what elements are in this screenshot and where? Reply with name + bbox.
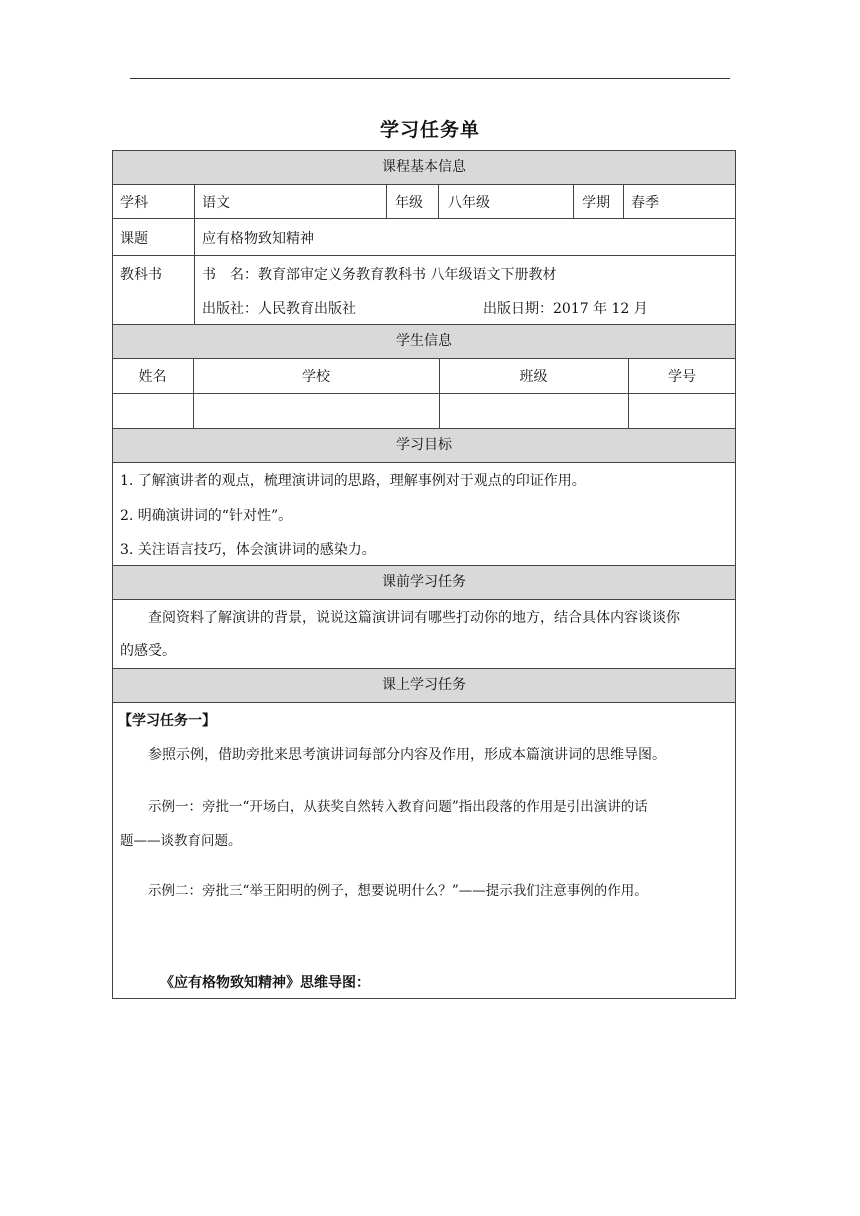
section-student-info: 学生信息 (112, 324, 736, 358)
rule (112, 218, 736, 219)
section-course-info: 课程基本信息 (112, 150, 736, 184)
rule (112, 150, 736, 151)
textbook-pub-date: 出版日期：2017 年 12 月 (483, 301, 648, 317)
rule (112, 702, 736, 703)
page-title: 学习任务单 (379, 119, 480, 141)
rule (112, 255, 736, 256)
task-one-heading: 【学习任务一】 (118, 713, 216, 729)
rule (112, 565, 736, 566)
example-one: 示例一：旁批一“开场白，从获奖自然转入教育问题”指出段落的作用是引出演讲的话 (148, 799, 648, 815)
rule (112, 184, 736, 185)
header-rule (130, 78, 730, 79)
topic-label: 课题 (120, 231, 148, 247)
section-objectives: 学习目标 (112, 428, 736, 462)
term-value: 春季 (631, 195, 659, 211)
rule (386, 184, 387, 218)
student-id-cell[interactable] (629, 394, 735, 428)
rule (112, 599, 736, 600)
student-school-cell[interactable] (194, 394, 439, 428)
pre-class-text-cont: 的感受。 (120, 643, 176, 659)
student-header-school: 学校 (302, 369, 330, 385)
subject-label: 学科 (120, 195, 148, 211)
student-class-cell[interactable] (440, 394, 628, 428)
task-instruction: 参照示例，借助旁批来思考演讲词每部分内容及作用，形成本篇演讲词的思维导图。 (148, 747, 666, 763)
topic-value: 应有格物致知精神 (202, 231, 314, 247)
border-left (112, 150, 113, 999)
subject-value: 语文 (202, 195, 230, 211)
rule (112, 324, 736, 325)
rule (573, 184, 574, 218)
grade-value: 八年级 (448, 195, 490, 211)
objective-item: 3. 关注语言技巧，体会演讲词的感染力。 (120, 542, 376, 558)
objective-item: 1. 了解演讲者的观点，梳理演讲词的思路，理解事例对于观点的印证作用。 (120, 473, 586, 489)
rule (623, 184, 624, 218)
term-label: 学期 (582, 195, 610, 211)
rule (112, 358, 736, 359)
rule (194, 184, 195, 324)
rule (112, 998, 736, 999)
rule (112, 462, 736, 463)
rule (438, 184, 439, 218)
section-pre-class: 课前学习任务 (112, 565, 736, 599)
objective-item: 2. 明确演讲词的“针对性”。 (120, 508, 293, 524)
rule (112, 428, 736, 429)
student-name-cell[interactable] (113, 394, 193, 428)
border-right (735, 150, 736, 999)
mindmap-label: 《应有格物致知精神》思维导图： (160, 975, 370, 991)
example-one-cont: 题——谈教育问题。 (120, 833, 242, 849)
textbook-label: 教科书 (120, 267, 162, 283)
rule (112, 668, 736, 669)
textbook-title: 书 名：教育部审定义务教育教科书 八年级语文下册教材 (202, 267, 557, 283)
pre-class-text: 查阅资料了解演讲的背景，说说这篇演讲词有哪些打动你的地方，结合具体内容谈谈你 (148, 610, 680, 626)
textbook-publisher: 出版社：人民教育出版社 (202, 301, 356, 317)
student-header-id: 学号 (668, 369, 696, 385)
student-header-class: 班级 (519, 369, 548, 385)
student-header-name: 姓名 (138, 369, 167, 385)
grade-label: 年级 (395, 195, 423, 211)
example-two: 示例二：旁批三“举王阳明的例子，想要说明什么？”——提示我们注意事例的作用。 (148, 883, 648, 899)
section-in-class: 课上学习任务 (112, 668, 736, 702)
